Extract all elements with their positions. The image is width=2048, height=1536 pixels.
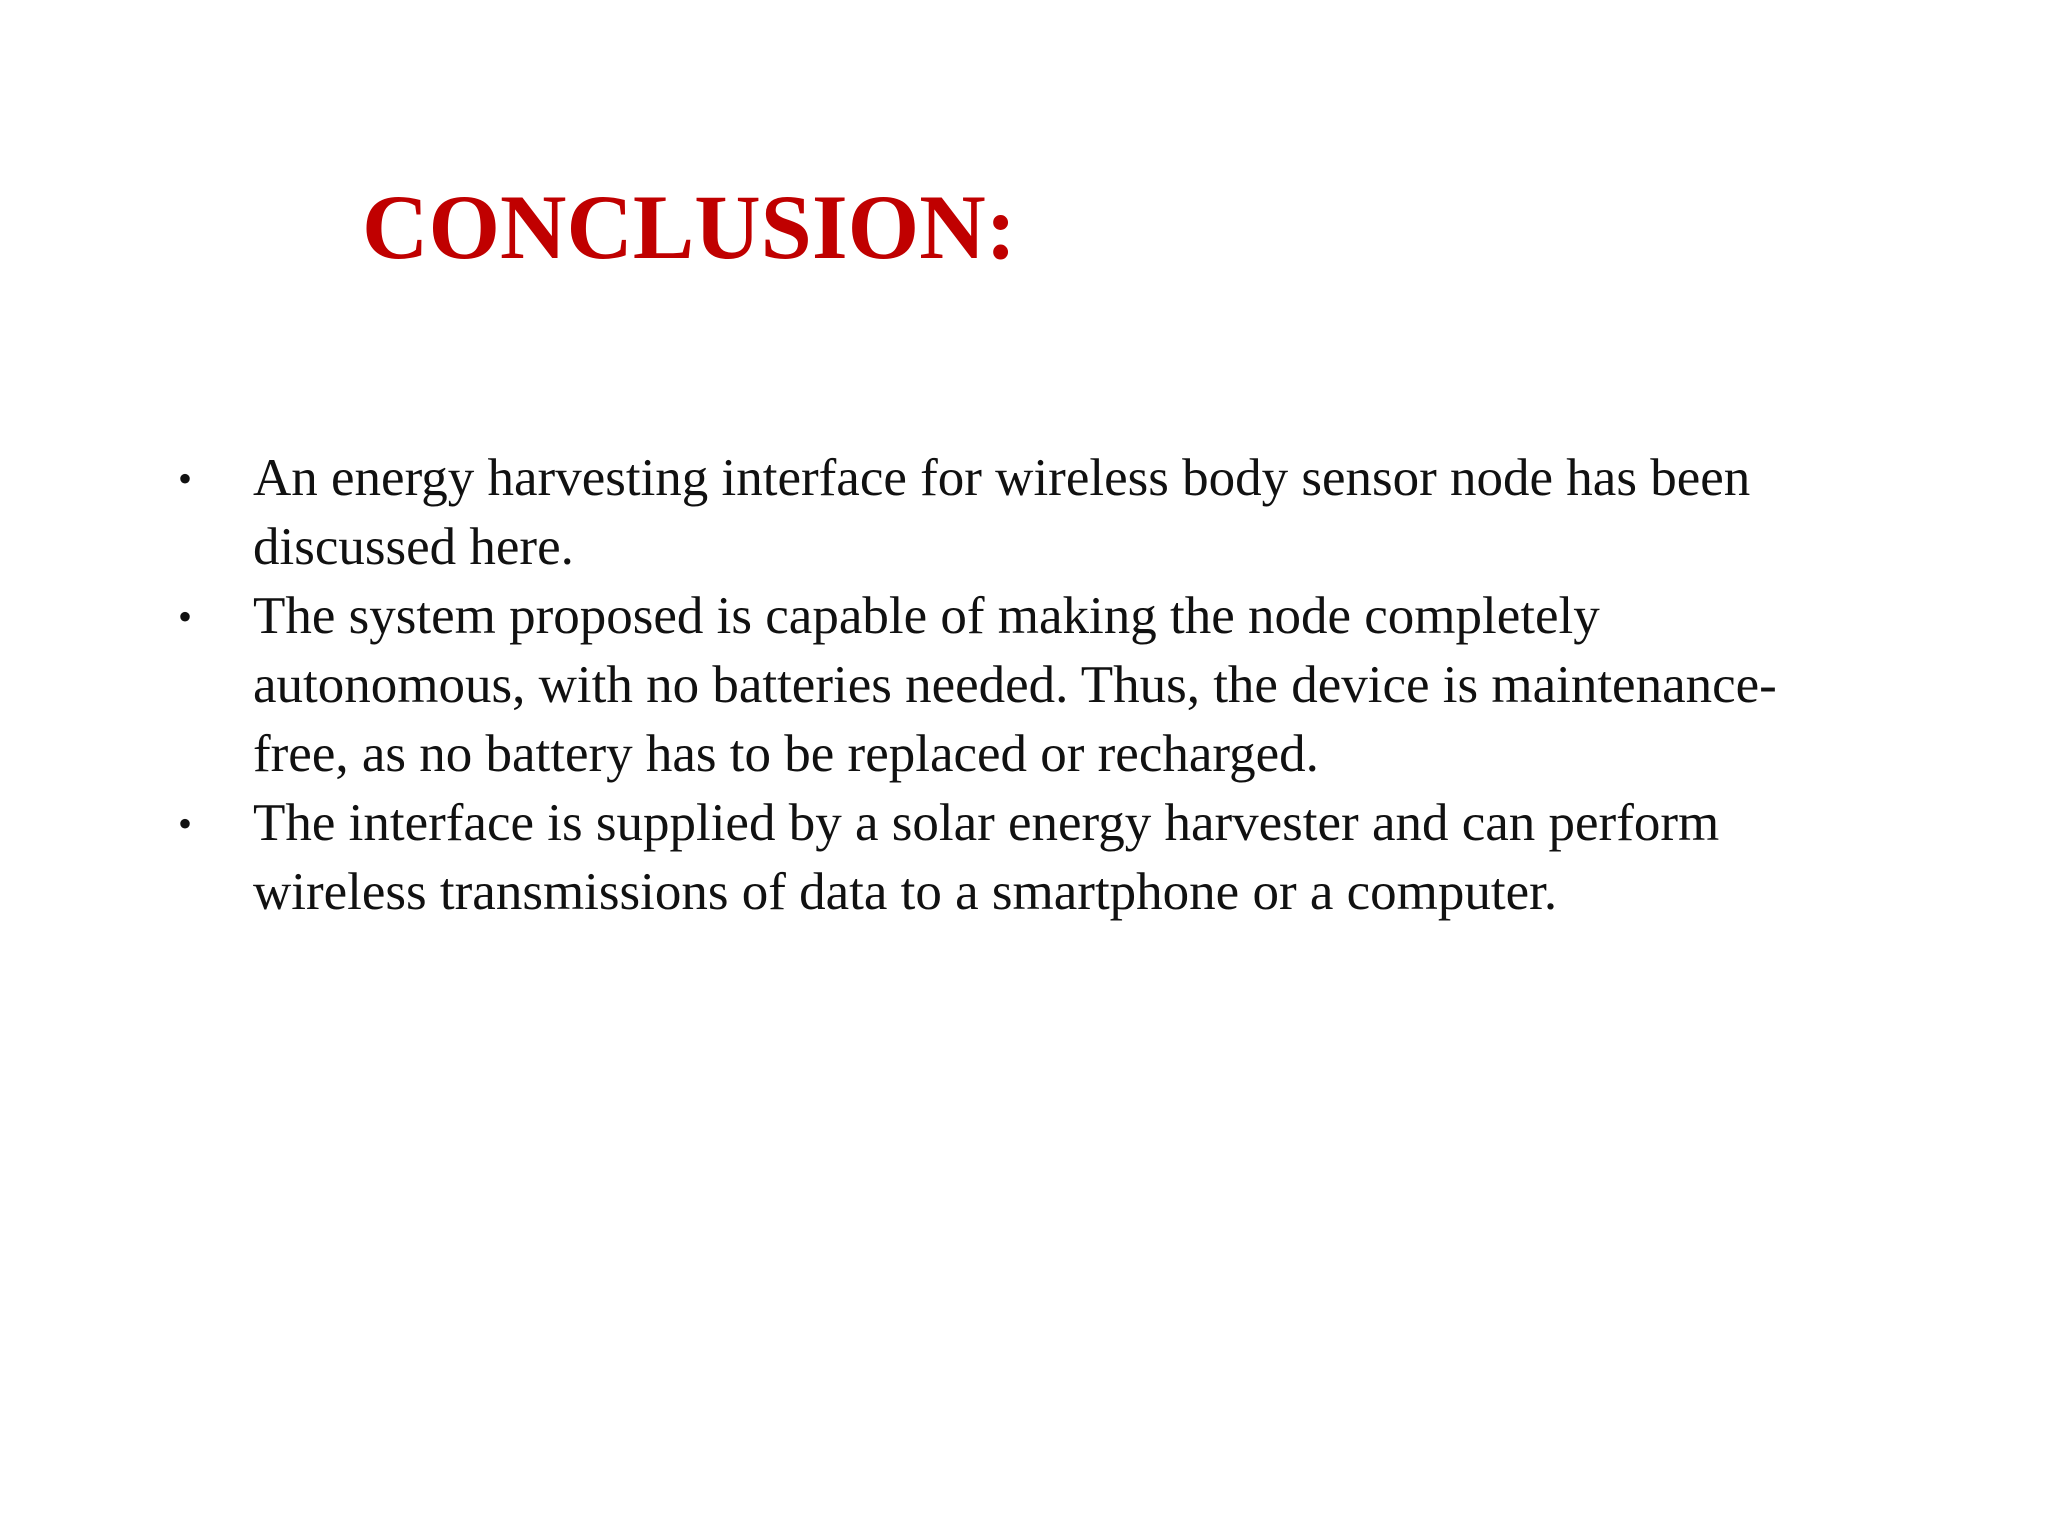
bullet-item bbox=[170, 444, 1930, 582]
bullet-icon: • bbox=[178, 801, 193, 846]
bullet-icon: • bbox=[178, 456, 193, 501]
bullet-icon: • bbox=[178, 594, 193, 639]
bullet-line: The system proposed is capable of making the node completely bbox=[253, 587, 1600, 645]
bullet-line: The interface is supplied by a solar energy harvester and can perform bbox=[253, 794, 1720, 852]
bullet-item bbox=[170, 582, 1930, 789]
bullet-list bbox=[170, 444, 1930, 927]
bullet-line: An energy harvesting interface for wireless body sensor node has been bbox=[253, 449, 1751, 507]
bullet-line: autonomous, with no batteries needed. Thus, the device is maintenance- bbox=[253, 656, 1777, 714]
bullet-line: wireless transmissions of data to a smartphone or a computer. bbox=[253, 863, 1558, 921]
bullet-line: free, as no battery has to be replaced or recharged. bbox=[253, 725, 1319, 783]
slide-title: CONCLUSION: bbox=[362, 176, 1017, 278]
bullet-item bbox=[170, 789, 1930, 927]
bullet-line: discussed here. bbox=[253, 518, 574, 576]
